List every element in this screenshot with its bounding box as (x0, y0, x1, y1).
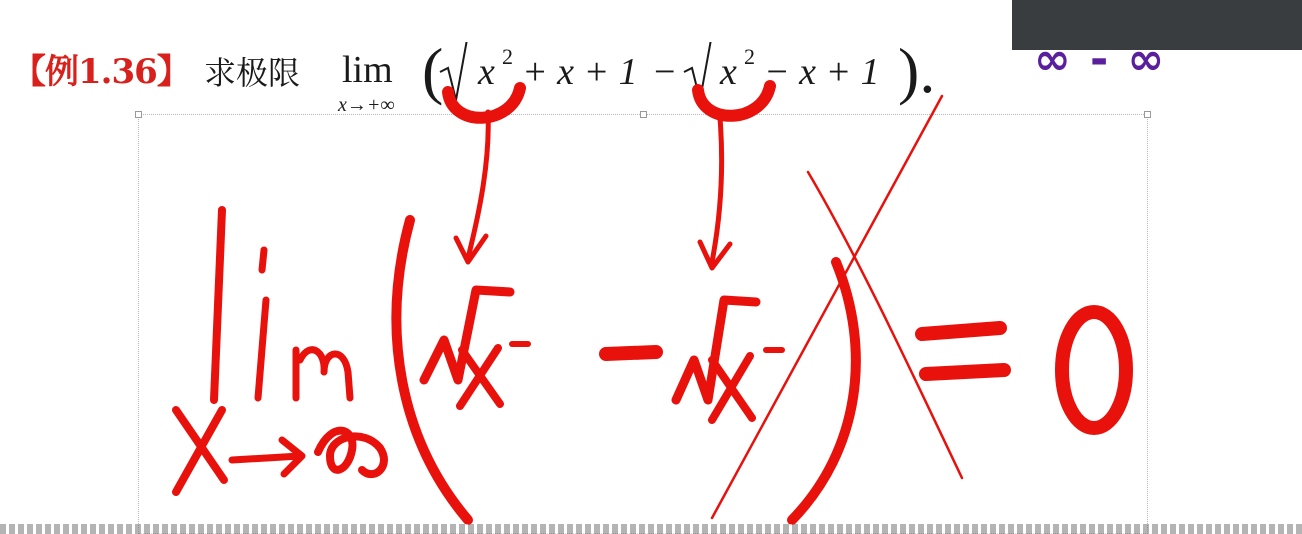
limit-expression (12, 42, 972, 122)
resize-handle-top-center[interactable] (640, 111, 647, 118)
open-paren: ( (422, 42, 444, 106)
sqrt1-exponent: 2 (502, 44, 513, 69)
problem-prompt: 求极限 (204, 54, 301, 92)
example-label: 【例1.36】 (12, 52, 190, 92)
indeterminate-form-note: ∞ - ∞ (1034, 34, 1167, 85)
bottom-border-stripe (0, 524, 1302, 534)
minus-sign: − (654, 51, 676, 93)
sqrt2-x: x (720, 51, 737, 93)
resize-handle-top-left[interactable] (135, 111, 142, 118)
resize-handle-top-right[interactable] (1144, 111, 1151, 118)
selection-frame (138, 114, 1148, 534)
sqrt1-x: x (478, 51, 495, 93)
limit-subscript: x→+∞ (338, 94, 395, 116)
sqrt1-tail: + x + 1 (522, 51, 638, 93)
limit-operator: lim (342, 49, 393, 91)
sqrt2-exponent: 2 (744, 44, 755, 69)
close-paren: ). (898, 42, 936, 106)
sqrt2-tail: − x + 1 (764, 51, 880, 93)
